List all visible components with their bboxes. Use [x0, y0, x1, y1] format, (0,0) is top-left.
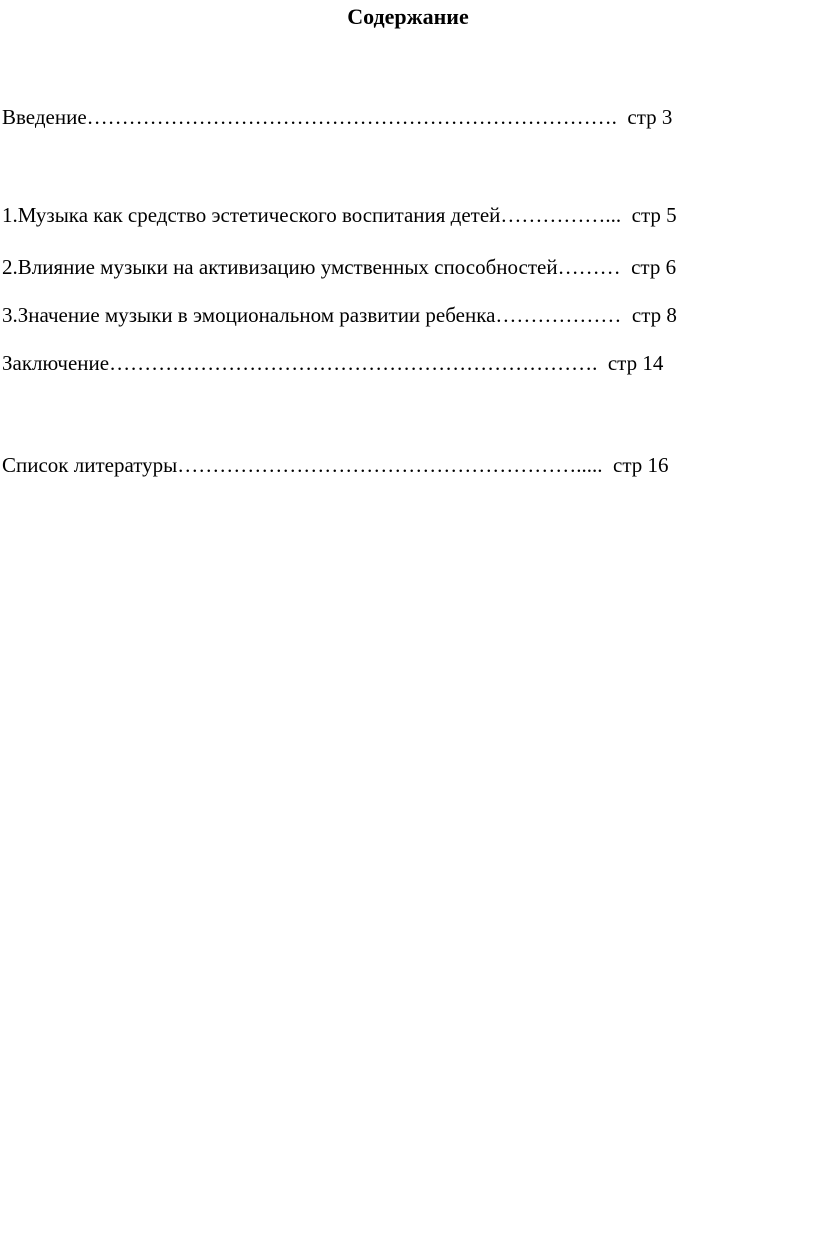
toc-entry-chapter-3: [2, 301, 677, 329]
toc-entry-page: стр 3: [622, 105, 673, 129]
toc-entry-conclusion: [2, 349, 663, 377]
toc-entry-leader: ………: [557, 255, 626, 279]
toc-entry-text: 2.Влияние музыки на активизацию умственных способностей: [2, 255, 558, 279]
toc-entry-page: стр 14: [602, 351, 664, 375]
toc-entry-references: [2, 451, 669, 479]
toc-entry-leader: ………………………………………………………………….: [86, 105, 623, 129]
toc-entry-leader: …………………………………………………………….: [109, 351, 603, 375]
toc-entry-text: Заключение: [2, 351, 110, 375]
toc-entry-leader: ……………...: [500, 203, 627, 227]
toc-entry-text: Введение: [2, 105, 87, 129]
toc-entry-introduction: [2, 103, 672, 131]
toc-entry-text: 1.Музыка как средство эстетического воспитания детей: [2, 203, 501, 227]
toc-entry-text: 3.Значение музыки в эмоциональном развитии ребенка: [2, 303, 496, 327]
page-title: Содержание: [347, 4, 469, 29]
toc-entry-page: стр 5: [626, 203, 677, 227]
toc-entry-text: Список литературы: [2, 453, 178, 477]
toc-entry-page: стр 8: [626, 303, 677, 327]
toc-entry-page: стр 16: [607, 453, 669, 477]
toc-entry-chapter-2: [2, 253, 676, 281]
toc-entry-chapter-1: [2, 201, 677, 229]
toc-entry-page: стр 6: [625, 255, 677, 279]
toc-entry-leader: ………………: [495, 303, 627, 327]
toc-entry-leader: ………………………………………………….....: [177, 453, 608, 477]
